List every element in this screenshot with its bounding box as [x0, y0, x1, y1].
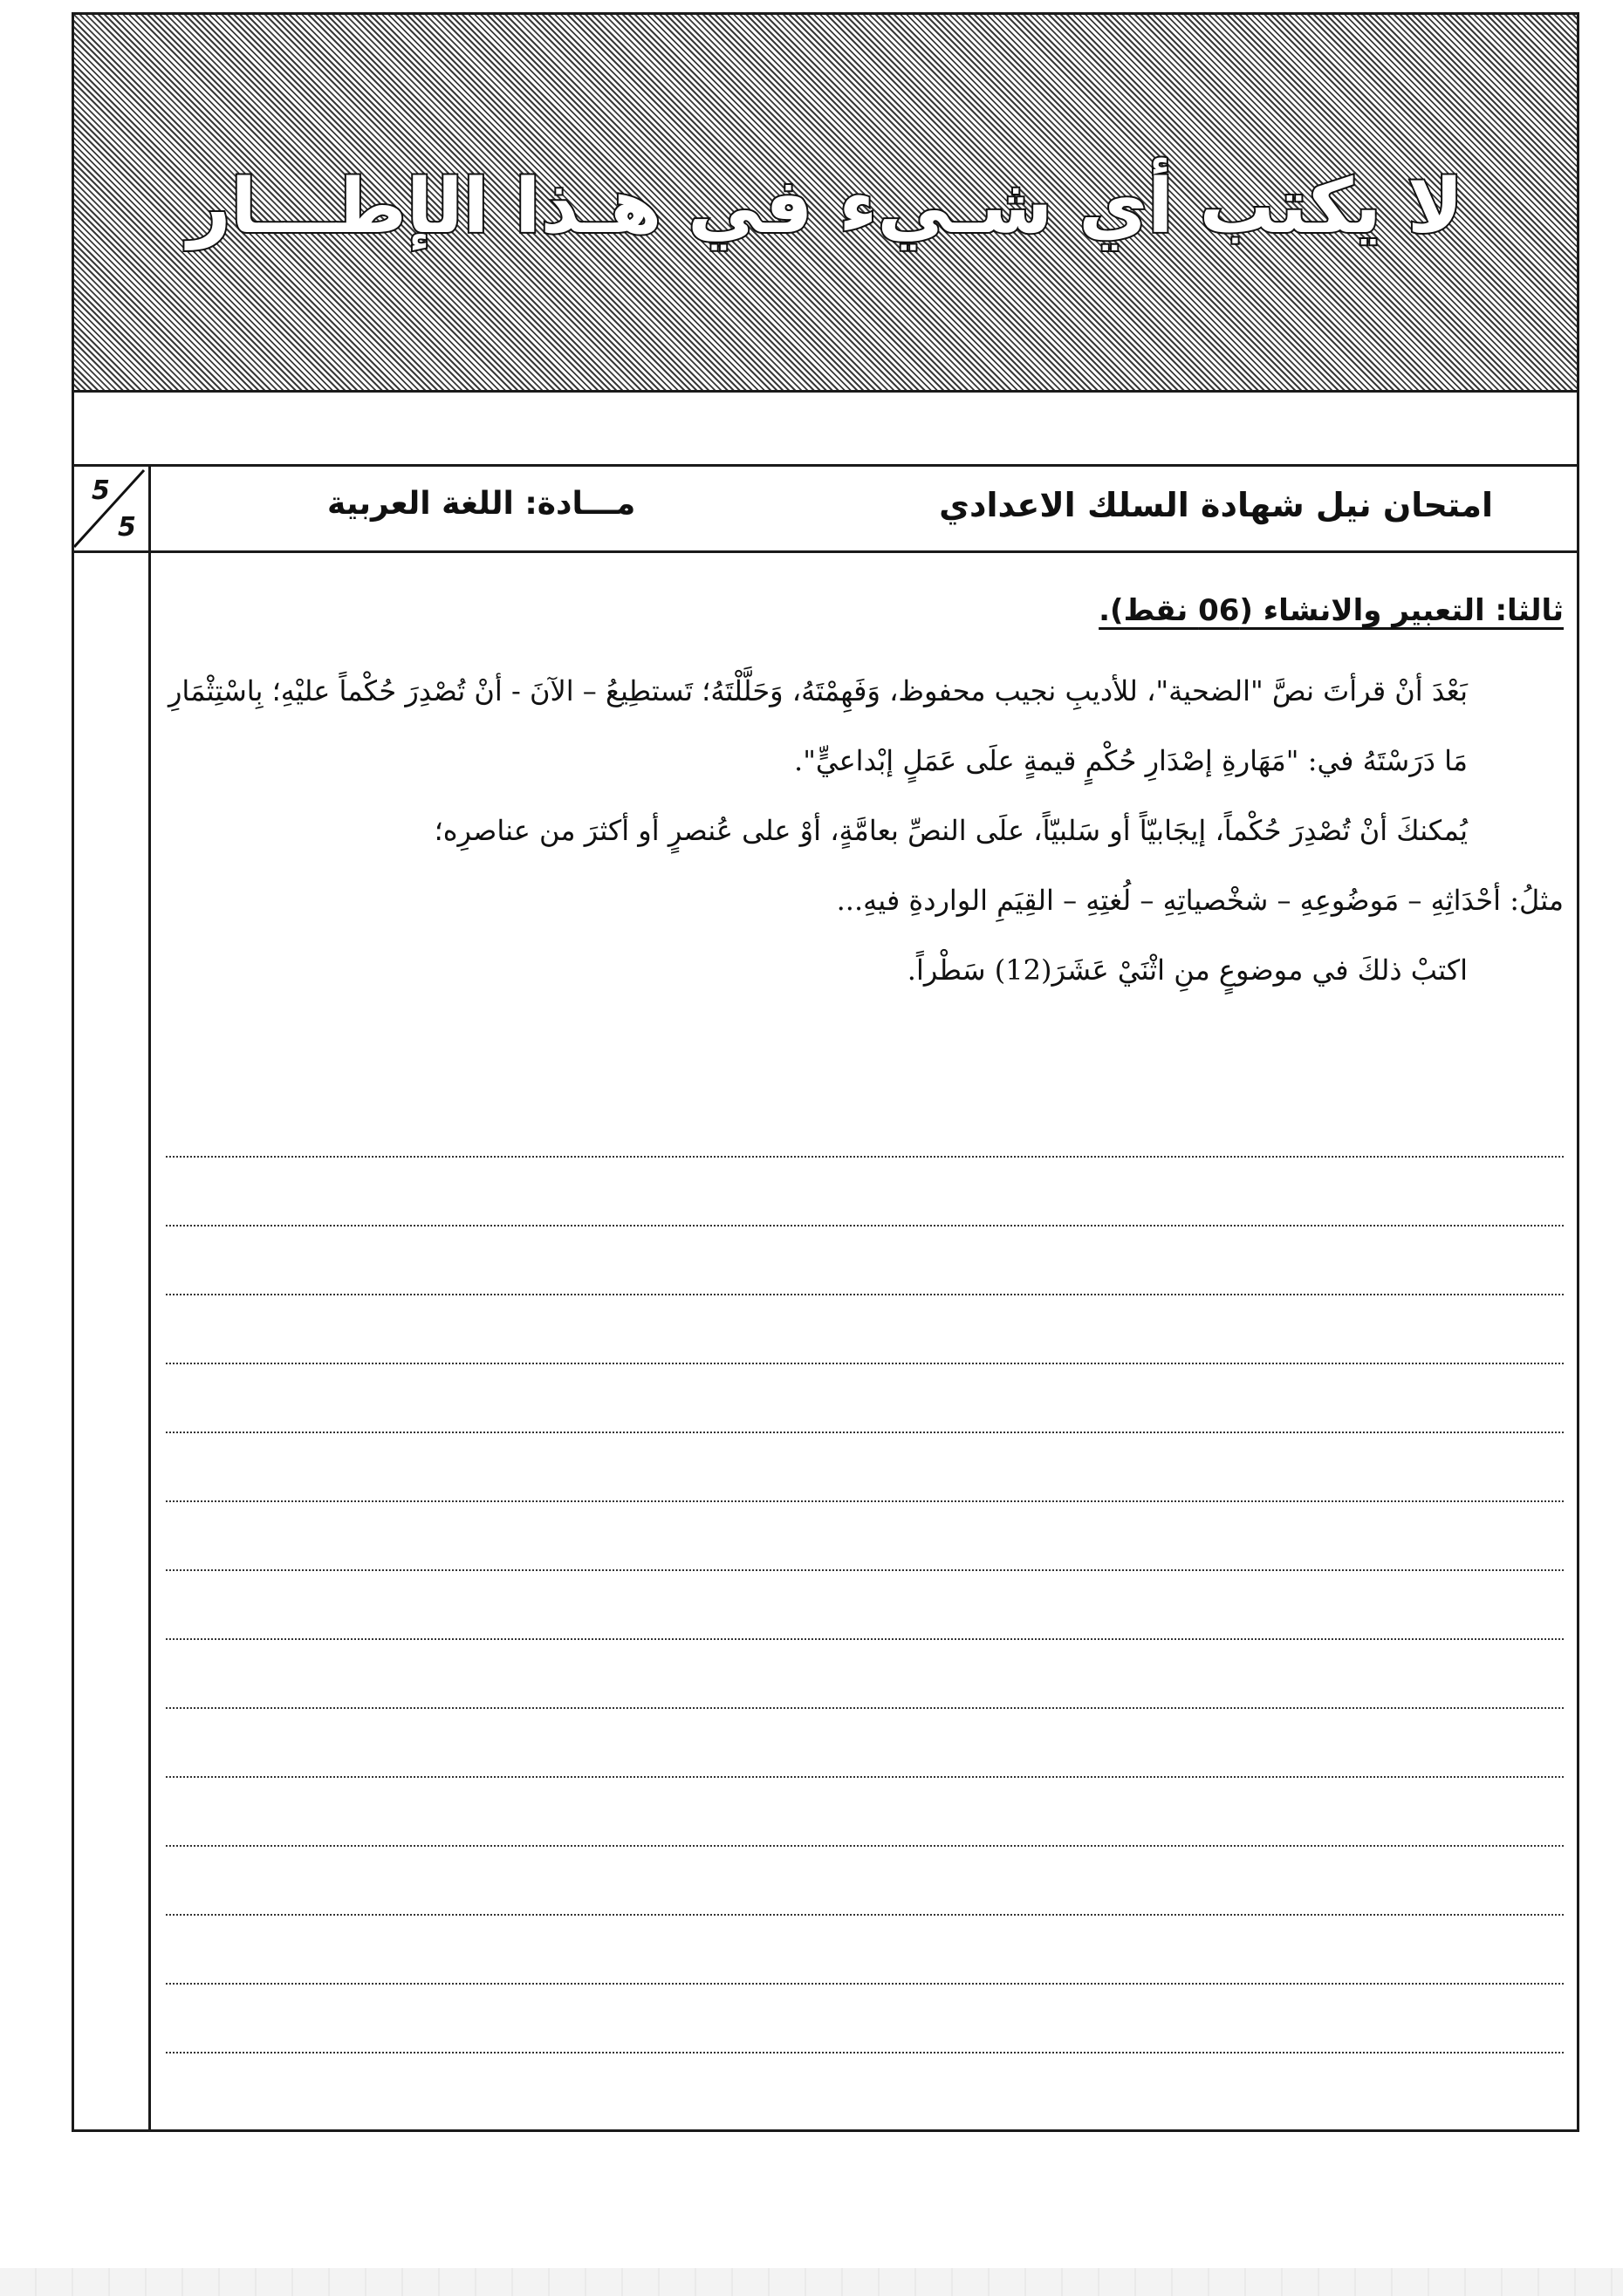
answer-line[interactable]: [166, 1295, 1564, 1364]
margin-column: [74, 467, 151, 2132]
page-footer-strip: [0, 2268, 1623, 2296]
exam-header: [74, 467, 1577, 553]
blank-band: [74, 390, 1577, 467]
page-number-slash: [74, 467, 148, 550]
page-number-total: 5: [118, 512, 136, 543]
answer-line[interactable]: [166, 1158, 1564, 1227]
page-number: [74, 467, 148, 550]
instruction-paragraph: اكتبْ ذلكَ في موضوعٍ منِ اثْنَيْ عَشَرَ(12) سَطْراً.: [907, 953, 1468, 987]
answer-line[interactable]: [166, 1364, 1564, 1433]
answer-line[interactable]: [166, 1709, 1564, 1778]
answer-line[interactable]: [166, 1502, 1564, 1571]
section-heading: ثالثا: التعبير والانشاء (06 نقط).: [1099, 593, 1564, 628]
answer-line[interactable]: [166, 1778, 1564, 1847]
do-not-write-banner: [74, 15, 1577, 393]
page-number-current: 5: [92, 475, 110, 506]
answer-line[interactable]: [166, 1847, 1564, 1916]
answer-line[interactable]: [166, 1571, 1564, 1640]
subject-label: مـــادة: اللغة العربية: [327, 486, 636, 522]
banner-title: لا يكتب أي شـيء في هـذا الإطـــار: [188, 163, 1463, 250]
answer-line[interactable]: [166, 1089, 1564, 1158]
answer-lines: [166, 1089, 1564, 2053]
exam-title: امتحان نيل شهادة السلك الاعدادي: [939, 486, 1493, 524]
answer-line[interactable]: [166, 1985, 1564, 2053]
answer-line[interactable]: [166, 1916, 1564, 1985]
instruction-paragraph: مثلُ: أحْدَاثِهِ – مَوضُوعِهِ – شخْصياتِهِ – لُغتِهِ – القِيَمِ الواردةِ فيهِ...: [836, 884, 1564, 917]
instruction-paragraph: يُمكنكَ أنْ تُصْدِرَ حُكْماً، إيجَابيّاً أو سَلبيّاً، علَى النصِّ بعامَّةٍ، أوْ على عُنصرٍ أو أكثرَ من عناصرِه؛: [434, 814, 1468, 847]
instruction-paragraph: بَعْدَ أنْ قرأتَ نصَّ "الضحية"، للأديبِ نجيب محفوظ، وَفَهِمْتَهُ، وَحَلَّلْتَهُ؛ تَستطِيعُ – الآنَ - أنْ تُصْدِرَ حُكْماً عليْهِ؛ بِاسْتِثْمَارِ مَا دَرَسْتَهُ في: "مَهَارةِ إصْدَارِ حُكْمٍ قيمةٍ علَى عَمَلٍ إبْداعيٍّ".: [168, 674, 1468, 777]
answer-line[interactable]: [166, 1640, 1564, 1709]
answer-line[interactable]: [166, 1227, 1564, 1295]
answer-line[interactable]: [166, 1433, 1564, 1502]
writing-section: [166, 593, 1564, 1005]
